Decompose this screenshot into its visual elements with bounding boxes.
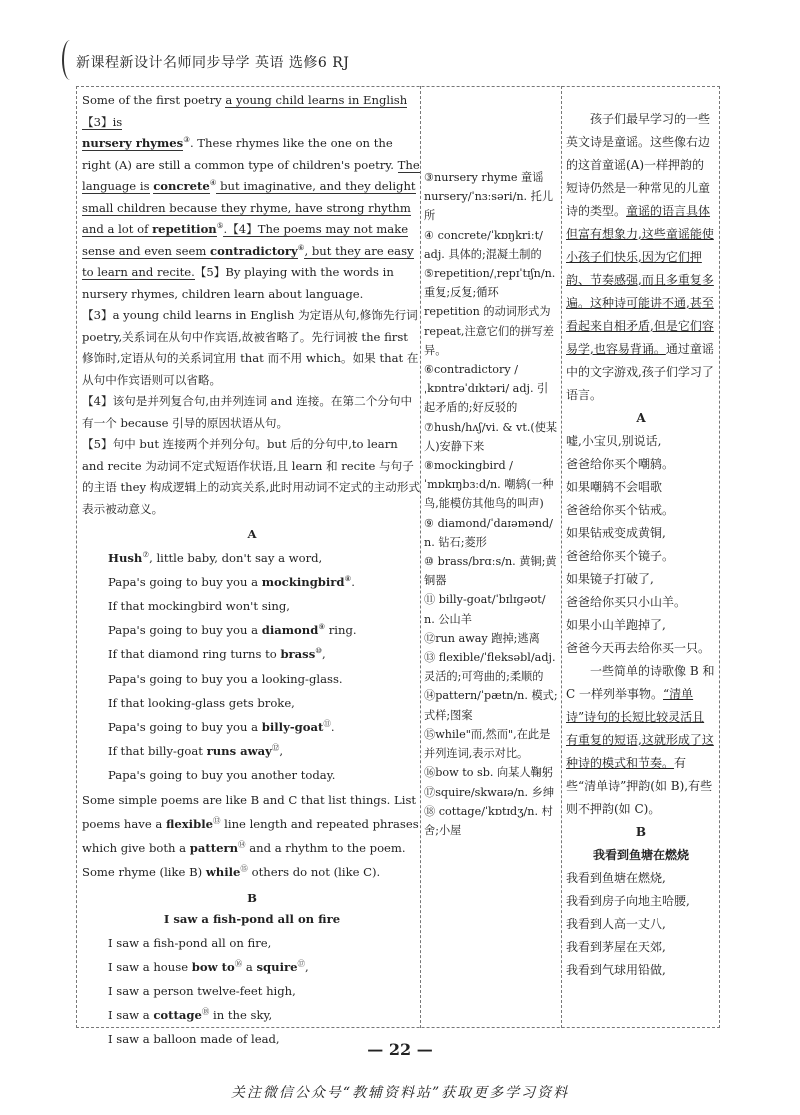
vocab-entry: ⑮while"而,然而",在此是并列连词,表示对比。: [424, 727, 551, 761]
vocab-entry: repetition 的动词形式为 repeat,注意它们的拼写差异。: [424, 305, 554, 357]
vocab-entry: ⑦hush/hʌʃ/vi. & vt.(使某人)安静下来: [424, 420, 558, 453]
translation-line: 如果钻戒变成黄铜,: [566, 526, 666, 540]
chinese-translation-column: [566, 108, 716, 982]
translation-paragraph-2: 一些简单的诗歌像 B 和 C 一样列举事物。“清单诗”诗句的长短比较灵活且有重复的短语,这就形成了这种诗的模式和节奏。有些“清单诗”押韵(如 B),有些则不押韵(如 C)。: [566, 664, 715, 816]
footnote-marker: ⑧: [344, 573, 352, 583]
translation-line: 我看到气球用铅做,: [566, 963, 666, 977]
footnote-marker: ⑰: [297, 958, 305, 968]
vocab-entry: ⑭pattern/ˈpætn/n. 模式;式样;图案: [424, 689, 558, 722]
grammar-note-4: 【4】该句是并列复合句,由并列连词 and 连接。在第二个分句中有一个 because 引导的原因状语从句。: [82, 394, 413, 430]
poem-text: I saw a: [108, 1007, 154, 1022]
poem-keyword: squire: [256, 959, 298, 974]
poem-text: Papa's going to buy you a: [108, 719, 262, 734]
poem-line: [82, 979, 422, 1003]
vocab-entry: ⑩ brass/brɑːs/n. 黄铜;黄铜器: [424, 555, 557, 588]
vocab-entry: ⑪ billy-goat/ˈbɪlɪɡəʊt/ n. 公山羊: [424, 593, 546, 626]
poem-b-label: B: [247, 890, 257, 905]
vocabulary-notes-column: [424, 168, 558, 840]
poem-line: [82, 715, 422, 739]
poem-text: ,: [321, 647, 326, 662]
poem-text: I saw a fish-pond all on fire,: [108, 935, 272, 950]
footer-note: 关注微信公众号“教辅资料站”获取更多学习资料: [230, 1085, 570, 1101]
poem-line: [82, 691, 422, 715]
translation-poem-b: [566, 867, 716, 982]
poem-text: .: [330, 719, 335, 734]
poem-keyword: cottage: [153, 1007, 202, 1022]
grammar-note-5: 【5】句中 but 连接两个并列分句。but 后的分句中,to learn and recite 为动词不定式短语作状语,且 learn 和 recite 与句子的主语 they 构成逻辑上的动宾关系,此时用动词不定式的主动形式表示被动意义。: [82, 437, 421, 516]
translation-line: 如果小山羊跑掉了,: [566, 618, 666, 632]
poem-text: I saw a house: [108, 959, 192, 974]
footnote-marker: ⑦: [142, 549, 150, 559]
poem-text: If that diamond ring turns to: [108, 647, 281, 662]
footnote-marker: ⑯: [234, 958, 243, 968]
footnote-marker: ⑫: [271, 743, 280, 753]
poem-keyword: runs away: [206, 744, 272, 759]
poem-line: [82, 739, 422, 763]
vocab-entry: ⑤repetition/ˌrepɪˈtɪʃn/n. 重复;反复;循环: [424, 267, 556, 300]
poem-line: [82, 594, 422, 618]
poem-keyword: Hush: [108, 550, 143, 565]
translation-line: 如果镜子打破了,: [566, 572, 654, 586]
translation-line: 我看到鱼塘在燃烧,: [566, 871, 666, 885]
poem-text: Papa's going to buy you a: [108, 574, 262, 589]
vocab-entry: ⑫run away 跑掉;逃离: [424, 631, 540, 645]
poem-line: [82, 570, 422, 594]
poem-text: ring.: [325, 623, 357, 638]
poem-text: , little baby, don't say a word,: [149, 550, 323, 565]
translation-line: 爸爸给你买个镜子。: [566, 549, 675, 563]
poem-text: .: [351, 574, 355, 589]
poem-text: Papa's going to buy you a looking-glass.: [108, 671, 343, 686]
translation-line: 爸爸给你买只小山羊。: [566, 595, 687, 609]
poem-text: Papa's going to buy you a: [108, 623, 262, 638]
poem-keyword: diamond: [261, 623, 319, 638]
poem-text: Papa's going to buy you another today.: [108, 768, 336, 783]
poem-text: If that billy-goat: [108, 744, 207, 759]
vocab-entry: ⑯bow to sb. 向某人鞠躬: [424, 766, 553, 780]
poem-line: [82, 955, 422, 979]
poem-b: [82, 931, 422, 1051]
paragraph-2: Some simple poems are like B and C that list things. List poems have a flexible⑬ line length and repeated phrases which give both a pattern⑭ and a rhythm to the poem. Some rhyme (like B) while⑮ others do not (like C).: [82, 792, 419, 879]
footnote-marker: ⑱: [201, 1006, 210, 1016]
poem-keyword: mockingbird: [261, 574, 345, 589]
poem-text: ,: [279, 744, 284, 759]
poem-text: If that mockingbird won't sing,: [108, 598, 290, 613]
poem-line: [82, 642, 422, 666]
paragraph-1: Some of the first poetry a young child learns in English【3】is nursery rhymes③. These rhymes like the one on the right (A) are still a common type of children's poetry. The language is concrete④ but imaginative, and they delight small children because they rhyme, have strong rhythm and a lot of repetition⑤.【4】The poems may not make sense and even seem contradictory⑥, but they are easy to learn and recite.【5】By playing with the words in nursery rhymes, children learn about language.: [82, 93, 420, 301]
page-number: — 22 —: [367, 1040, 433, 1059]
translation-line: 爸爸给你买个嘲鸫。: [566, 457, 675, 471]
poem-line: [82, 546, 422, 570]
english-text-column: [82, 90, 422, 1051]
poem-text: in the sky,: [209, 1007, 273, 1022]
poem-keyword: billy-goat: [261, 719, 324, 734]
vocab-entry: nursery/ˈnɜːsəri/n. 托儿所: [424, 190, 554, 223]
poem-text: ,: [304, 959, 309, 974]
vocab-entry: ③nursery rhyme 童谣: [424, 171, 544, 184]
poem-text: a: [242, 959, 257, 974]
translation-line: 我看到茅屋在天郊,: [566, 940, 666, 954]
footnote-marker: ⑩: [315, 646, 322, 656]
translation-paragraph-1: 孩子们最早学习的一些英文诗是童谣。这些像右边的这首童谣(A)一样押韵的短诗仍然是一种常见的儿童诗的类型。童谣的语言具体但富有想象力,这些童谣能使小孩子们快乐,因为它们押韵、节奏感强,而且多重复多遍。这种诗可能讲不通,甚至看起来自相矛盾,但是它们容易学,也容易背诵。通过童谣中的文字游戏,孩子们学习了语言。: [566, 112, 714, 402]
translation-poem-a: [566, 430, 716, 660]
translation-line: 爸爸给你买个钻戒。: [566, 503, 675, 517]
grammar-note-3: 【3】a young child learns in English 为定语从句,修饰先行词 poetry,关系词在从句中作宾语,故被省略了。先行词被 the first 修饰时,定语从句的关系词宜用 that 而不用 which。如果 that 在从句中作宾语则可以省略。: [82, 308, 419, 387]
vocab-entry: ⑬ flexible/ˈfleksəbl/adj. 灵活的;可弯曲的;柔顺的: [424, 651, 556, 684]
translation-a-label: A: [636, 411, 646, 425]
footnote-marker: ⑪: [323, 719, 331, 729]
poem-line: [82, 931, 422, 955]
poem-keyword: brass: [280, 647, 316, 662]
vocab-entry: ④ concrete/ˈkɒŋkriːt/ adj. 具体的;混凝土制的: [424, 228, 543, 261]
vocab-entry: ⑥contradictory /ˌkɒntrəˈdɪktəri/ adj. 引起矛盾的;好反驳的: [424, 363, 549, 415]
running-header: 新课程新设计名师同步导学 英语 选修6 RJ: [76, 55, 350, 71]
poem-line: [82, 1003, 422, 1027]
translation-line: 我看到房子向地主哈腰,: [566, 894, 690, 908]
poem-a: [82, 546, 422, 788]
poem-text: I saw a person twelve-feet high,: [108, 983, 296, 998]
poem-b-title: I saw a fish-pond all on fire: [163, 912, 341, 927]
translation-line: 爸爸今天再去给你买一只。: [566, 641, 711, 655]
poem-line: [82, 667, 422, 691]
translation-line: 我看到人高一丈八,: [566, 917, 666, 931]
translation-b-label: B: [635, 825, 647, 839]
footnote-marker: ⑨: [318, 622, 326, 632]
vocab-entry: ⑰squire/skwaɪə/n. 乡绅: [424, 785, 555, 799]
column-divider-2: [561, 86, 562, 1028]
vocab-entry: ⑧mockingbird /ˈmɒkɪŋbɜːd/n. 嘲鸫(一种鸟,能模仿其他鸟的叫声): [424, 459, 554, 511]
vocab-entry: ⑨ diamond/ˈdaɪəmənd/ n. 钻石;菱形: [424, 516, 553, 549]
poem-line: [82, 763, 422, 787]
translation-line: 嘘,小宝贝,别说话,: [566, 434, 662, 448]
poem-a-label: A: [247, 527, 257, 541]
translation-line: 如果嘲鸫不会唱歌: [566, 480, 663, 494]
poem-text: If that looking-glass gets broke,: [108, 695, 295, 710]
poem-text: I saw a balloon made of lead,: [108, 1031, 280, 1046]
poem-keyword: bow to: [191, 959, 235, 974]
vocab-entry: ⑱ cottage/ˈkɒtɪdʒ/n. 村舍;小屋: [424, 804, 553, 837]
poem-line: [82, 618, 422, 642]
translation-b-title: 我看到鱼塘在燃烧: [592, 848, 689, 862]
